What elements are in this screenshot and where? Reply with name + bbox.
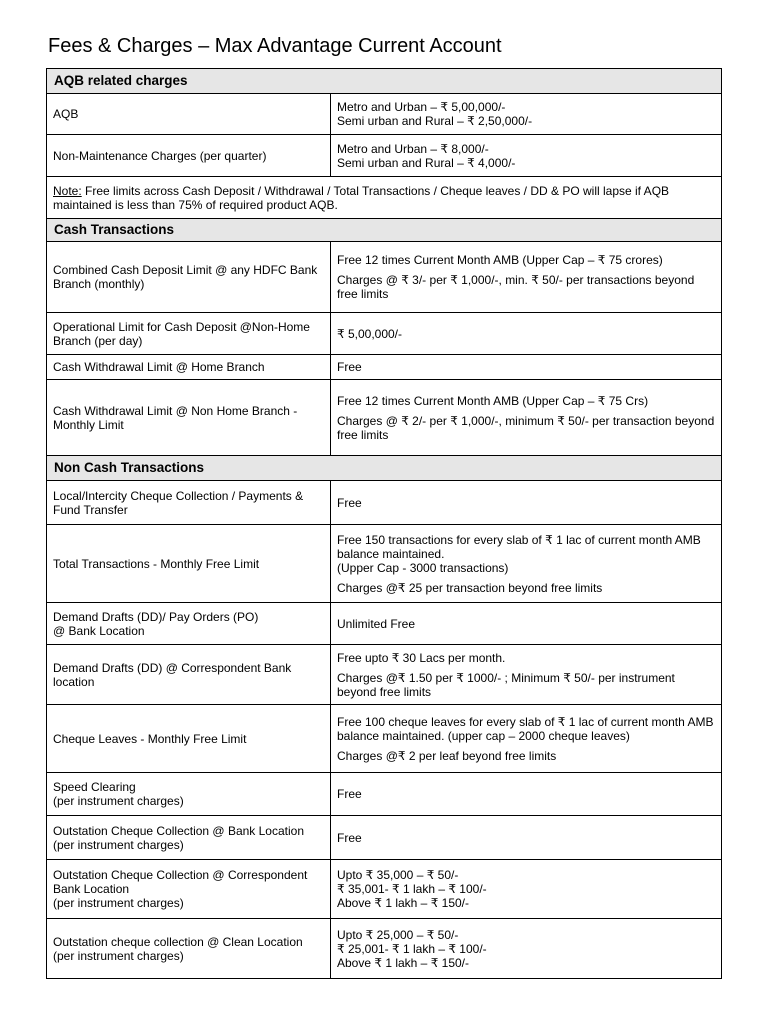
- row-label: [47, 773, 331, 816]
- row-label: Operational Limit for Cash Deposit @Non-Home Branch (per day): [47, 313, 331, 355]
- label-line: Outstation cheque collection @ Clean Location: [53, 934, 303, 949]
- value-line: Upto ₹ 35,000 – ₹ 50/-: [337, 868, 459, 882]
- table-row: [47, 860, 722, 919]
- row-value: [331, 94, 722, 135]
- note-row: [47, 177, 722, 219]
- section-heading: Non Cash Transactions: [47, 456, 722, 481]
- value-text: Free 150 transactions for every slab of ₹ 1 lac of current month AMB balance maintained.: [337, 532, 701, 561]
- row-value: [331, 919, 722, 979]
- section-heading: Cash Transactions: [47, 219, 722, 242]
- row-label: Cheque Leaves - Monthly Free Limit: [47, 705, 331, 773]
- value-text: Charges @₹ 25 per transaction beyond free limits: [337, 580, 603, 595]
- value-line: Semi urban and Rural – ₹ 4,000/-: [337, 155, 516, 170]
- value-text: Charges @ ₹ 3/- per ₹ 1,000/-, min. ₹ 50/- per transactions beyond free limits: [337, 273, 695, 301]
- note-label: Note:: [53, 183, 82, 198]
- table-row: [47, 603, 722, 645]
- row-value: Free: [331, 816, 722, 860]
- value-text: Charges @₹ 2 per leaf beyond free limits: [337, 748, 557, 763]
- row-label: Combined Cash Deposit Limit @ any HDFC Bank Branch (monthly): [47, 242, 331, 313]
- label-line: Demand Drafts (DD)/ Pay Orders (PO): [53, 609, 259, 624]
- row-value: [331, 645, 722, 705]
- value-line: Above ₹ 1 lakh – ₹ 150/-: [337, 955, 470, 970]
- table-row: [47, 645, 722, 705]
- section-header-aqb: [47, 69, 722, 94]
- table-row: [47, 816, 722, 860]
- row-label: Cash Withdrawal Limit @ Non Home Branch - Monthly Limit: [47, 380, 331, 456]
- document-title: Fees & Charges – Max Advantage Current Account: [48, 35, 502, 57]
- value-line: Above ₹ 1 lakh – ₹ 150/-: [337, 896, 470, 910]
- row-label: AQB: [47, 94, 331, 135]
- row-label: Local/Intercity Cheque Collection / Payments & Fund Transfer: [47, 481, 331, 525]
- note-text: Free limits across Cash Deposit / Withdrawal / Total Transactions / Cheque leaves / DD & PO will lapse if AQB maintained is less than 75% of required product AQB.: [53, 183, 670, 212]
- row-label: [47, 919, 331, 979]
- row-value: Unlimited Free: [331, 603, 722, 645]
- table-row: [47, 380, 722, 456]
- table-row: [47, 355, 722, 380]
- table-row: [47, 481, 722, 525]
- table-row: [47, 242, 722, 313]
- row-label: Total Transactions - Monthly Free Limit: [47, 525, 331, 603]
- row-value: Free: [331, 355, 722, 380]
- label-line: (per instrument charges): [53, 896, 184, 910]
- row-value: [331, 860, 722, 919]
- table-row: [47, 705, 722, 773]
- value-line: Metro and Urban – ₹ 5,00,000/-: [337, 100, 506, 114]
- value-line: Semi urban and Rural – ₹ 2,50,000/-: [337, 114, 533, 128]
- section-header-cash: [47, 219, 722, 242]
- table-row: [47, 94, 722, 135]
- table-row: [47, 313, 722, 355]
- row-value: [331, 135, 722, 177]
- table-row: [47, 919, 722, 979]
- value-line: Upto ₹ 25,000 – ₹ 50/-: [337, 927, 459, 942]
- value-text: Charges @₹ 1.50 per ₹ 1000/- ; Minimum ₹ 50/- per instrument beyond free limits: [337, 670, 675, 699]
- section-heading: AQB related charges: [47, 69, 722, 94]
- table-row: [47, 773, 722, 816]
- label-line: (per instrument charges): [53, 948, 184, 963]
- row-value: [331, 242, 722, 313]
- row-value: [331, 705, 722, 773]
- value-text: Free 100 cheque leaves for every slab of ₹ 1 lac of current month AMB balance maintained. (upper cap – 2000 cheque leaves): [337, 714, 714, 743]
- row-value: [331, 525, 722, 603]
- value-text: Free 12 times Current Month AMB (Upper Cap – ₹ 75 crores): [337, 253, 663, 267]
- value-line: Metro and Urban – ₹ 8,000/-: [337, 141, 489, 156]
- value-text: Charges @ ₹ 2/- per ₹ 1,000/-, minimum ₹ 50/- per transaction beyond free limits: [337, 413, 715, 442]
- label-line: @ Bank Location: [53, 623, 145, 638]
- row-label: [47, 603, 331, 645]
- value-text: (Upper Cap - 3000 transactions): [337, 560, 509, 575]
- table-row: [47, 525, 722, 603]
- value-line: ₹ 25,001- ₹ 1 lakh – ₹ 100/-: [337, 941, 487, 956]
- section-header-noncash: [47, 456, 722, 481]
- value-line: ₹ 35,001- ₹ 1 lakh – ₹ 100/-: [337, 882, 487, 896]
- value-text: Free upto ₹ 30 Lacs per month.: [337, 650, 506, 665]
- row-label: Outstation Cheque Collection @ Bank Location (per instrument charges): [47, 816, 331, 860]
- label-line: Speed Clearing: [53, 780, 136, 794]
- label-line: Outstation Cheque Collection @ Correspondent Bank Location: [53, 868, 308, 896]
- row-label: [47, 860, 331, 919]
- row-label: Non-Maintenance Charges (per quarter): [47, 135, 331, 177]
- row-value: Free: [331, 773, 722, 816]
- row-value: ₹ 5,00,000/-: [331, 313, 722, 355]
- row-value: Free: [331, 481, 722, 525]
- row-label: Cash Withdrawal Limit @ Home Branch: [47, 355, 331, 380]
- row-value: [331, 380, 722, 456]
- row-label: Demand Drafts (DD) @ Correspondent Bank location: [47, 645, 331, 705]
- table-row: [47, 135, 722, 177]
- note-cell: [47, 177, 722, 219]
- label-line: (per instrument charges): [53, 794, 184, 808]
- fees-table: [46, 68, 722, 979]
- value-text: Free 12 times Current Month AMB (Upper Cap – ₹ 75 Crs): [337, 393, 649, 408]
